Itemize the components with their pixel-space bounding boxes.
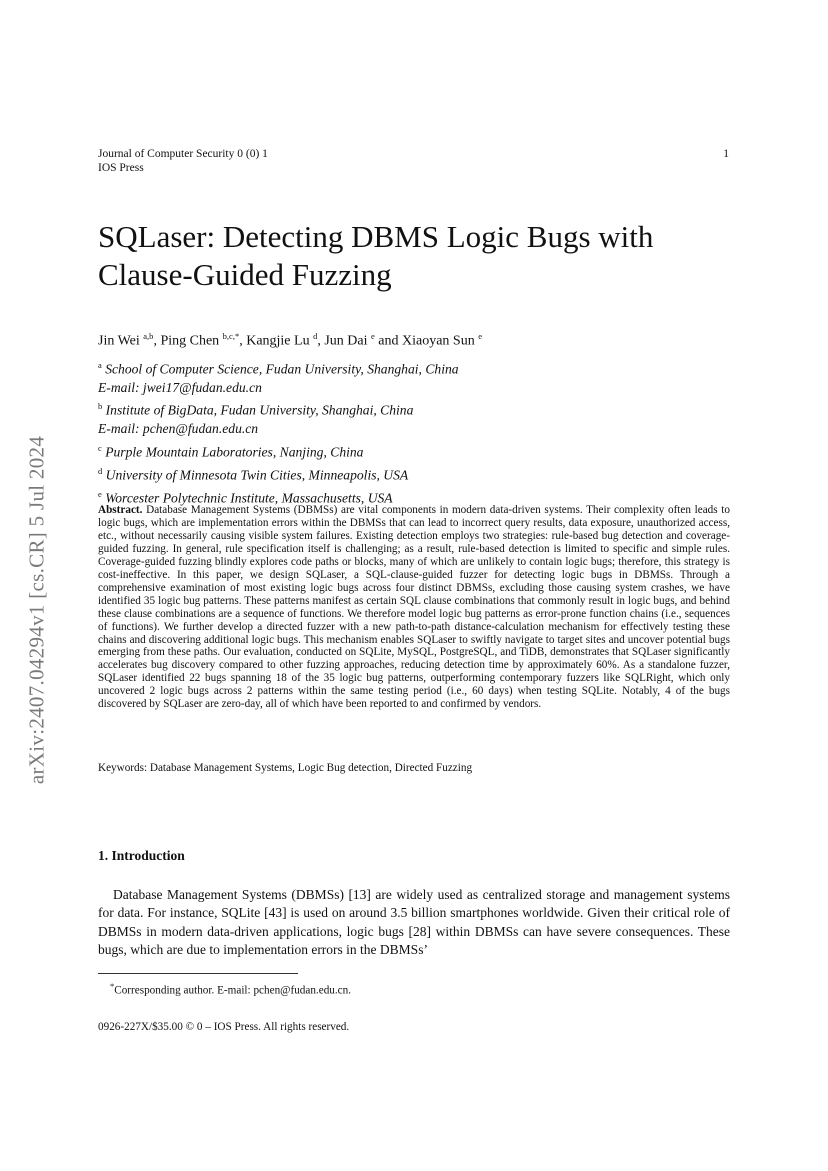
author-affiliation-mark: e <box>371 331 375 341</box>
abstract-text: Database Management Systems (DBMSs) are vital components in modern data-driven systems. Their complexity often leads to logic bugs, which are implementation errors within the DBMSs that can lead to incorrect query results, data exposure, unauthorized access, etc., without necessarily causing visible system failures. Existing detection employs two strategies: rule-based bug detection and coverage-guided fuzzing. In general, rule specification itself is challenging; as a result, rule-based detection is limited to specific and simple rules. Coverage-guided fuzzing blindly explores code paths or blocks, many of which are unlikely to contain logic bugs; therefore, this strategy is cost-ineffective. In this paper, we design SQLaser, a SQL-clause-guided fuzzer for detecting logic bugs in DBMSs. Through a comprehensive examination of most existing logic bugs across four distinct DBMSs, excluding those causing system crashes, we have identified 35 logic bug patterns. These patterns manifest as certain SQL clause combinations that commonly result in logic bugs, and behind these clause combinations are a sequence of functions. We therefore model logic bug patterns as error-prone function chains (i.e., sequences of functions). We further develop a directed fuzzer with a new path-to-path distance-calculation mechanism for effectively testing these chains and discovering additional logic bugs. This mechanism enables SQLaser to swiftly navigate to target sites and uncover potential bugs emerging from these paths. Our evaluation, conducted on SQLite, MySQL, PostgreSQL, and TiDB, demonstrates that SQLaser significantly accelerates bug discovery compared to other fuzzing approaches, reducing detection time by approximately 60%. As a standalone fuzzer, SQLaser identified 22 bugs spanning 18 of the 35 logic bug patterns, outperforming contemporary fuzzers like SQLRight, which only uncovered 2 logic bugs across 2 patterns within the same testing period (i.e., 60 days) when testing SQLite. Notably, 4 of the bugs discovered by SQLaser are zero-day, all of which have been reported to and confirmed by vendors. <box>98 504 730 711</box>
author-name: Jin Wei <box>98 333 140 349</box>
affiliation-list <box>98 356 459 508</box>
author-separator: , <box>239 333 247 349</box>
author-separator: and <box>374 333 402 349</box>
author-separator: , <box>153 333 161 349</box>
footnote <box>110 981 351 997</box>
affiliation-line: $^b$ Institute of BigData, Fudan University, Shanghai, China <box>98 401 414 418</box>
footnote-mark: * <box>110 981 115 991</box>
introduction-paragraph <box>98 886 730 960</box>
affiliation-line: $^c$ Purple Mountain Laboratories, Nanjing, China <box>98 442 364 460</box>
page-number: 1 <box>723 148 729 160</box>
author-affiliation-mark: a,b <box>143 331 154 341</box>
abstract <box>98 504 730 711</box>
publisher-name: IOS Press <box>98 162 144 174</box>
footnote-rule <box>98 973 298 974</box>
footnote-text: Corresponding author. E-mail: pchen@fudan.edu.cn. <box>114 984 352 997</box>
email-line: E-mail: jwei17@fudan.edu.cn <box>98 379 262 395</box>
arxiv-identifier: arXiv:2407.04294v1 [cs.CR] 5 Jul 2024 <box>24 435 49 785</box>
author-list <box>98 331 482 350</box>
author-name: Jun Dai <box>324 333 368 349</box>
abstract-label: Abstract. <box>98 504 143 516</box>
arxiv-identifier-sidebar <box>22 370 52 850</box>
author-affiliation-mark: b,c,* <box>222 331 240 341</box>
title-line-2: Clause-Guided Fuzzing <box>98 257 392 292</box>
title-line-1: SQLaser: Detecting DBMS Logic Bugs with <box>98 219 654 254</box>
author-name: Ping Chen <box>160 333 220 349</box>
keywords: Keywords: Database Management Systems, Logic Bug detection, Directed Fuzzing <box>98 762 473 774</box>
affiliation-line: $^d$ University of Minnesota Twin Cities, Minneapolis, USA <box>98 465 409 483</box>
author-name: Kangjie Lu <box>246 333 310 349</box>
copyright-notice: 0926-227X/$35.00 © 0 – IOS Press. All rights reserved. <box>98 1021 350 1033</box>
introduction-text: Database Management Systems (DBMSs) [13] are widely used as centralized storage and management systems for data. For instance, SQLite [43] is used on around 3.5 billion smartphones worldwide. Given their critical role of DBMSs in modern data-driven applications, logic bugs [28] within DBMSs can have severe consequences. These bugs, which are due to implementation errors in the DBMSs’ <box>98 887 730 958</box>
email-line: E-mail: pchen@fudan.edu.cn <box>98 421 259 437</box>
journal-name: Journal of Computer Security 0 (0) 1 <box>98 148 268 160</box>
affiliation-line: $^a$ School of Computer Science, Fudan University, Shanghai, China <box>98 360 459 377</box>
affiliation-line: $^e$ Worcester Polytechnic Institute, Massachusetts, USA <box>98 488 393 506</box>
section-heading: 1. Introduction <box>98 848 185 863</box>
author-name: Xiaoyan Sun <box>402 333 475 349</box>
running-header <box>98 147 268 175</box>
paper-title <box>98 218 778 294</box>
author-affiliation-mark: d <box>313 331 318 341</box>
author-separator: , <box>317 333 325 349</box>
author-affiliation-mark: e <box>478 331 482 341</box>
